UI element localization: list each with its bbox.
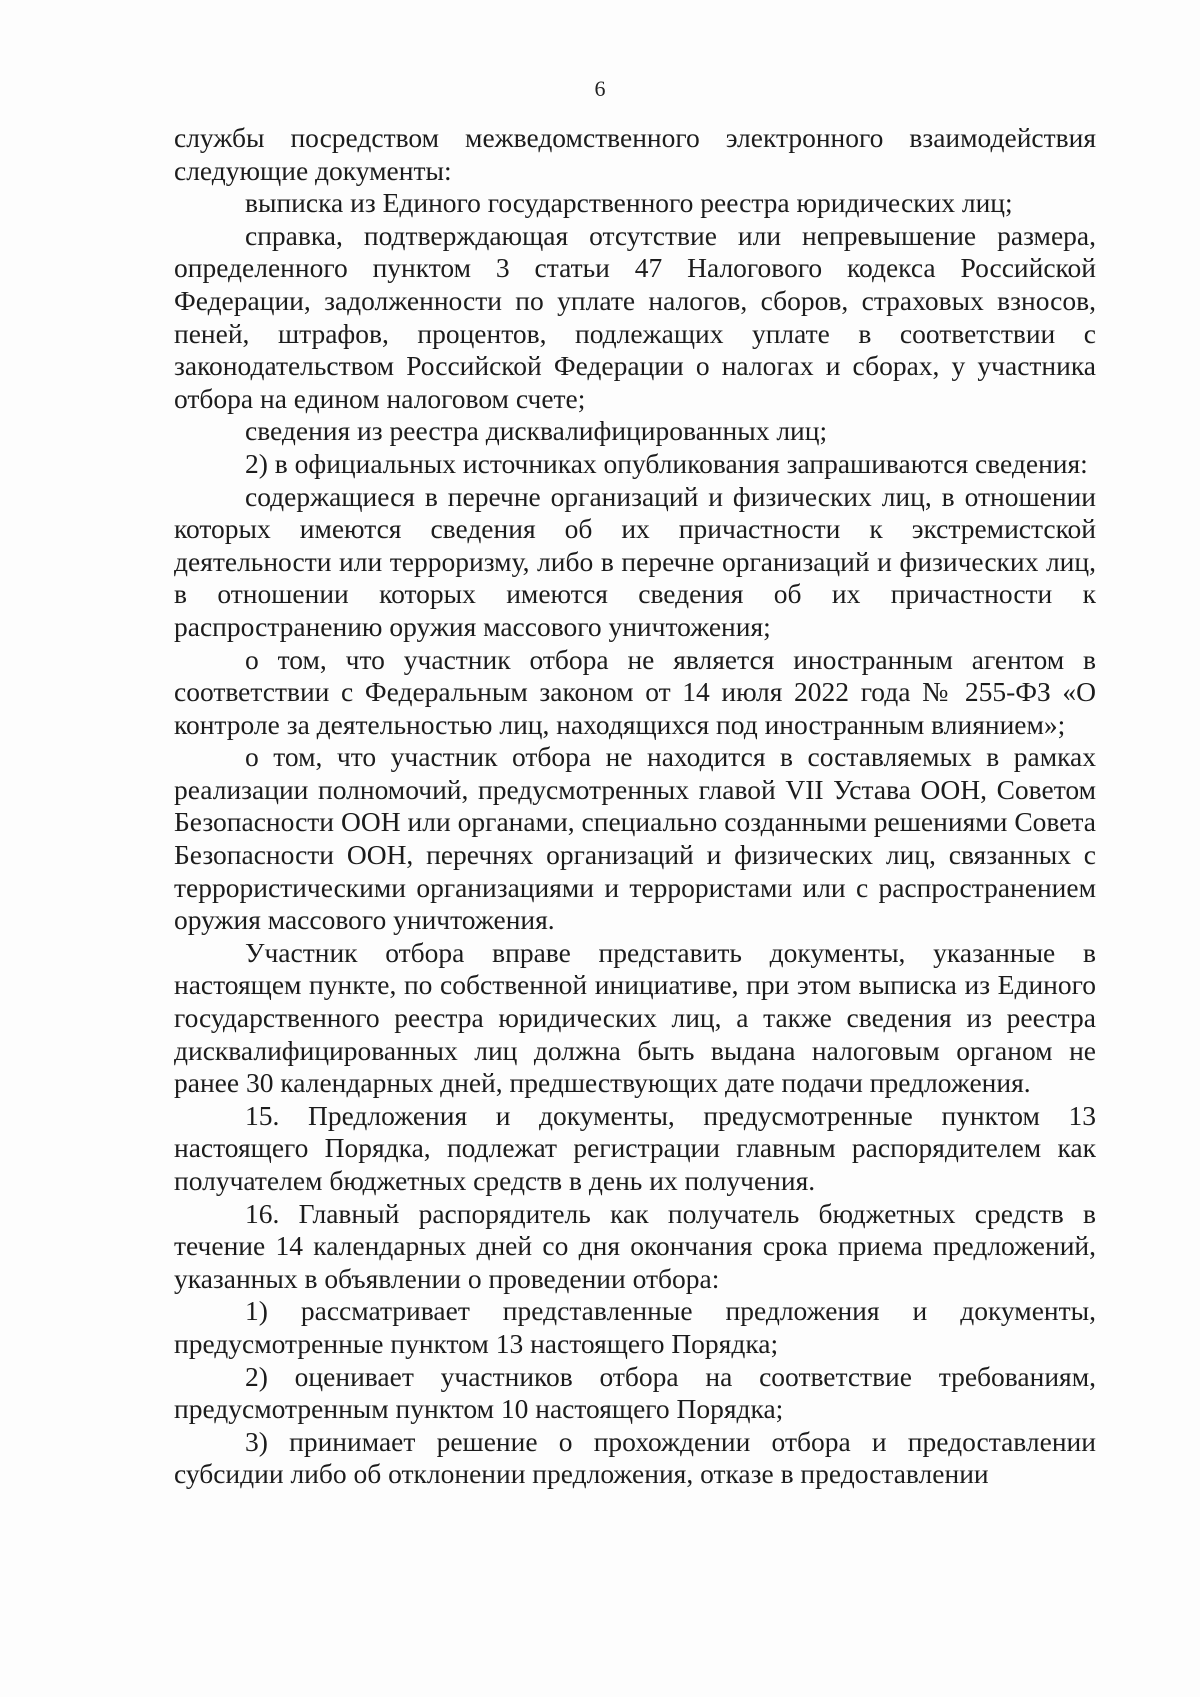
paragraph: 2) в официальных источниках опубликования запрашиваются сведения: bbox=[245, 447, 1088, 479]
paragraph: о том, что участник отбора не является иностранным агентом в соответствии с Федеральным законом от 14 июля 2022 года № 255-ФЗ «О контроле за деятельностью лиц, находящихся под иностранным влиянием»; bbox=[174, 643, 1096, 740]
paragraph: справка, подтверждающая отсутствие или непревышение размера, определенного пунктом 3 статьи 47 Налогового кодекса Российской Федерации, задолженности по уплате налогов, сборов, страховых взносов, пеней, штрафов, процентов, подлежащих уплате в соответствии с законодательством Российской Федерации о налогах и сборах, у участника отбора на едином налоговом счете; bbox=[174, 219, 1096, 414]
paragraph: 1) рассматривает представленные предложения и документы, предусмотренные пунктом 13 настоящего Порядка; bbox=[174, 1295, 1096, 1359]
paragraph: содержащиеся в перечне организаций и физических лиц, в отношении которых имеются сведения об их причастности к экстремистской деятельности или терроризму, либо в перечне организаций и физических лиц, в отношении которых имеются сведения об их причастности к распространению оружия массового уничтожения; bbox=[174, 480, 1096, 642]
page-number: 6 bbox=[594, 76, 606, 101]
paragraph: 2) оценивает участников отбора на соответствие требованиям, предусмотренным пунктом 10 настоящего Порядка; bbox=[174, 1360, 1096, 1425]
paragraph: 15. Предложения и документы, предусмотренные пунктом 13 настоящего Порядка, подлежат регистрации главным распорядителем как получателем бюджетных средств в день их получения. bbox=[174, 1099, 1096, 1196]
paragraph: 3) принимает решение о прохождении отбора и предоставлении субсидии либо об отклонении предложения, отказе в предоставлении bbox=[174, 1425, 1096, 1490]
paragraph: сведения из реестра дисквалифицированных лиц; bbox=[245, 415, 828, 447]
paragraph: Участник отбора вправе представить документы, указанные в настоящем пункте, по собственной инициативе, при этом выписка из Единого государственного реестра юридических лиц, а также сведения из реестра дисквалифицированных лиц должна быть выдана налоговым органом не ранее 30 календарных дней, предшествующих дате подачи предложения. bbox=[174, 936, 1096, 1099]
paragraph: 16. Главный распорядитель как получатель бюджетных средств в течение 14 календарных дней со дня окончания срока приема предложений, указанных в объявлении о проведении отбора: bbox=[174, 1197, 1096, 1294]
document-body bbox=[174, 122, 1096, 1491]
paragraph: службы посредством межведомственного электронного взаимодействия следующие документы: bbox=[174, 122, 1096, 186]
paragraph: о том, что участник отбора не находится в составляемых в рамках реализации полномочий, предусмотренных главой VII Устава ООН, Советом Безопасности ООН или органами, специально созданными решениями Совета Безопасности ООН, перечнях организаций и физических лиц, связанных с террористическими организациями и террористами или с распространением оружия массового уничтожения. bbox=[174, 741, 1096, 936]
paragraph: выписка из Единого государственного реестра юридических лиц; bbox=[245, 187, 1013, 219]
